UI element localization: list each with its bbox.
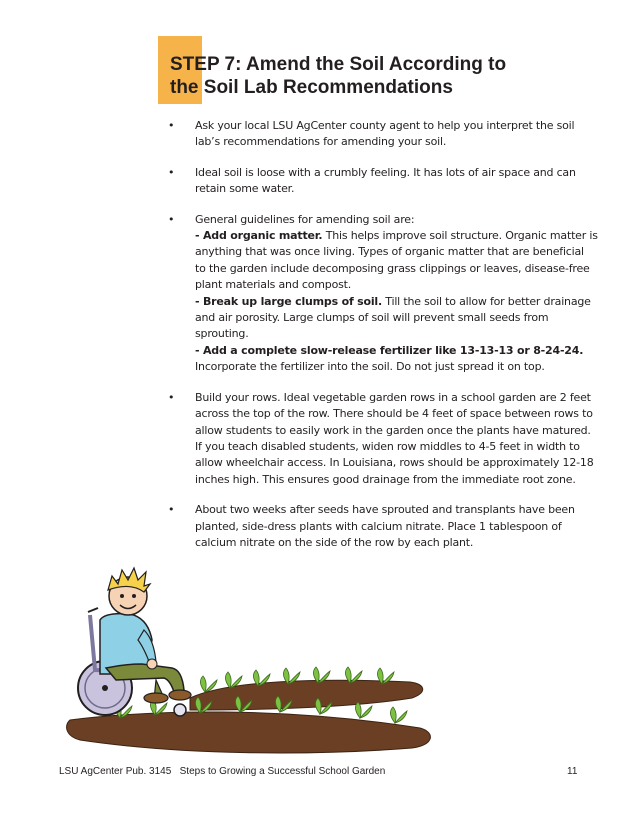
text-line: and air porosity. Large clumps of soil will prevent small seeds from bbox=[195, 311, 549, 325]
bullet-dot: • bbox=[168, 503, 175, 517]
bold-lead: - Break up large clumps of soil. bbox=[195, 294, 382, 308]
bullet-dot: • bbox=[168, 165, 175, 179]
text-line: calcium nitrate on the side of the row by each plant. bbox=[195, 535, 474, 549]
text-run: This helps improve soil structure. Organic matter is bbox=[322, 229, 598, 243]
page-title bbox=[170, 53, 590, 99]
garden-illustration bbox=[60, 560, 440, 760]
list-item bbox=[168, 118, 588, 151]
bold-lead: - Add a complete slow-release fertilizer like 13-13-13 or 8-24-24. bbox=[195, 343, 584, 357]
text-line: plant materials and compost. bbox=[195, 278, 352, 292]
bullet-dot: • bbox=[168, 119, 175, 132]
list-item bbox=[168, 165, 588, 198]
text-line: planted, side-dress plants with calcium nitrate. Place 1 tablespoon of bbox=[195, 519, 562, 533]
page-number: 11 bbox=[567, 766, 578, 777]
text-line bbox=[195, 294, 591, 310]
text-line: About two weeks after seeds have sprouted and transplants have been bbox=[195, 503, 575, 517]
list-item bbox=[168, 390, 594, 488]
text-line: allow wheelchair access. In Louisiana, rows should be approximately 12-18 bbox=[195, 456, 594, 470]
text-line: to the garden include decomposing grass clippings or leaves, disease-free bbox=[195, 261, 590, 275]
bullet-dot: • bbox=[168, 390, 175, 404]
title-line-2: the Soil Lab Recommendations bbox=[170, 77, 453, 98]
title-line-1: STEP 7: Amend the Soil According to bbox=[170, 54, 507, 75]
list-item bbox=[168, 502, 588, 551]
text-line: retain some water. bbox=[195, 182, 295, 196]
soil-row-front bbox=[67, 712, 431, 753]
footer-text: LSU AgCenter Pub. 3145 Steps to Growing a Successful School Garden bbox=[59, 766, 386, 777]
text-line bbox=[195, 343, 588, 359]
text-line: sprouting. bbox=[195, 327, 249, 341]
text-line: If you teach disabled students, widen row middles to 4-5 feet in width to bbox=[195, 439, 580, 453]
list-item bbox=[168, 212, 598, 376]
bold-lead: - Add organic matter. bbox=[195, 229, 323, 243]
text-line bbox=[195, 228, 598, 244]
text-line: anything that was once living. Types of organic matter that are beneficial bbox=[195, 245, 584, 259]
text-line: across the top of the row. There should be 4 feet of space between rows to bbox=[195, 407, 593, 421]
text-line: Incorporate the fertilizer into the soil. Do not just spread it on top. bbox=[195, 360, 545, 374]
text-line: allow students to easily work in the garden once the plants have matured. bbox=[195, 423, 591, 437]
text-run: Till the soil to allow for better drainage bbox=[381, 294, 591, 308]
bullet-list bbox=[168, 118, 598, 551]
soil-row-back bbox=[190, 680, 423, 710]
text-line: Ideal soil is loose with a crumbly feeling. It has lots of air space and can bbox=[195, 165, 576, 179]
bullet-dot: • bbox=[168, 212, 175, 226]
text-line: Ask your local LSU AgCenter county agent to help you interpret the soil bbox=[195, 119, 575, 132]
text-line: General guidelines for amending soil are: bbox=[195, 212, 415, 226]
text-line: Build your rows. Ideal vegetable garden rows in a school garden are 2 feet bbox=[195, 390, 591, 404]
text-line: inches high. This ensures good drainage from the immediate root zone. bbox=[195, 472, 576, 486]
text-line: lab’s recommendations for amending your soil. bbox=[195, 135, 447, 149]
